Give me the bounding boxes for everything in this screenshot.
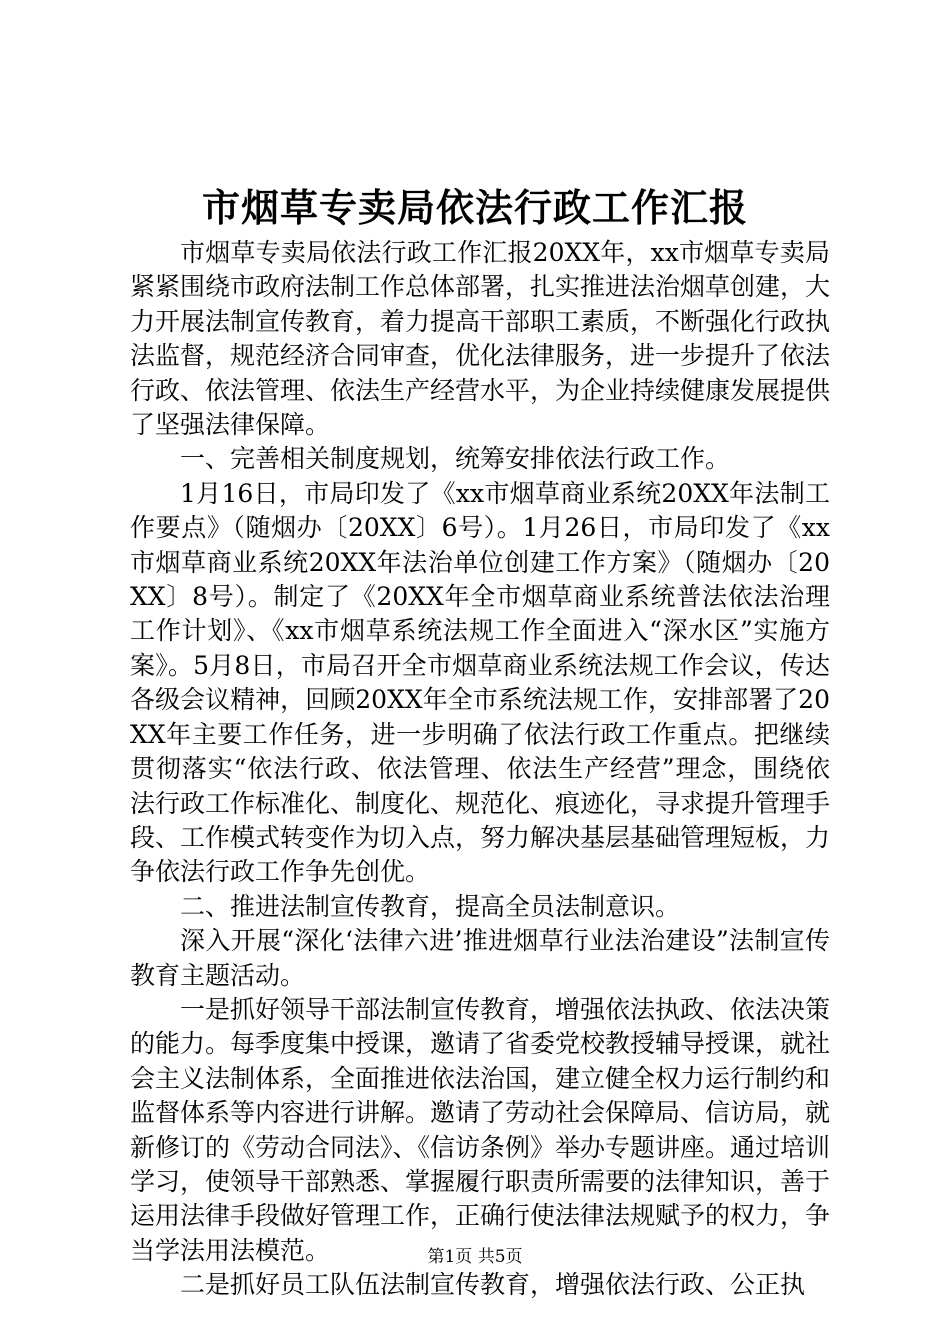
paragraph-section-2-point-2: 二是抓好员工队伍法制宣传教育，增强依法行政、公正执 [180, 1270, 806, 1300]
document-title: 市烟草专卖局依法行政工作汇报 [201, 185, 748, 230]
paragraph-section-2-intro: 深入开展“深化‘法律六进’推进烟草行业法治建设”法制宣传教育主题活动。 [130, 926, 830, 990]
paragraph-section-1: 1月16日，市局印发了《xx市烟草商业系统20XX年法制工作要点》（随烟办〔20XX〕6号）。1月26日，市局印发了《xx市烟草商业系统20XX年法治单位创建工作方案》（随烟办〔20XX〕8号）。制定了《20XX年全市烟草商业系统普法依法治理工作计划》、《xx市烟草系统法规工作全面进入“深水区”实施方案》。5月8日，市局召开全市烟草商业系统法规工作会议，传达各级会议精神，回顾20XX年全市系统法规工作，安排部署了20XX年主要工作任务，进一步明确了依法行政工作重点。把继续贯彻落实“依法行政、依法管理、依法生产经营”理念，围绕依法行政工作标准化、制度化、规范化、痕迹化，寻求提升管理手段、工作模式转变作为切入点，努力解决基层基础管理短板，力争依法行政工作争先创优。 [130, 478, 831, 887]
section-heading-1: 一、完善相关制度规划，统筹安排依法行政工作。 [180, 444, 731, 474]
document-body [130, 236, 830, 1303]
paragraph-intro: 市烟草专卖局依法行政工作汇报20XX年，xx市烟草专卖局紧紧围绕市政府法制工作总体部署，扎实推进法治烟草创建，大力开展法制宣传教育，着力提高干部职工素质，不断强化行政执法监督，规范经济合同审查，优化法律服务，进一步提升了依法行政、依法管理、依法生产经营水平，为企业持续健康发展提供了坚强法律保障。 [130, 238, 831, 440]
page-footer: 第1页 共5页 [427, 1247, 523, 1267]
paragraph-section-2-point-1: 一是抓好领导干部法制宣传教育，增强依法执政、依法决策的能力。每季度集中授课，邀请了省委党校教授辅导授课，就社会主义法制体系，全面推进依法治国，建立健全权力运行制约和监督体系等内容进行讲解。邀请了劳动社会保障局、信访局，就新修订的《劳动合同法》、《信访条例》举办专题讲座。通过培训学习，使领导干部熟悉、掌握履行职责所需要的法律知识，善于运用法律手段做好管理工作，正确行使法律法规赋予的权力，争当学法用法模范。 [130, 994, 831, 1265]
section-heading-2: 二、推进法制宣传教育，提高全员法制意识。 [180, 891, 681, 921]
